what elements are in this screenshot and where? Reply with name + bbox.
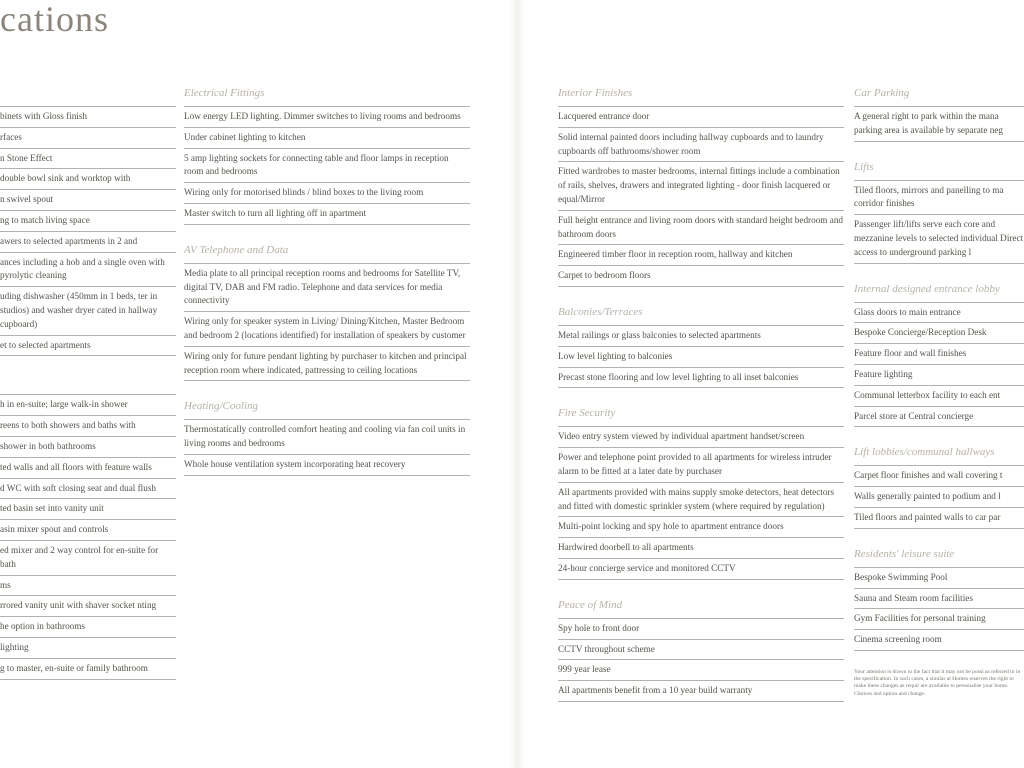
spec-item: Tiled floors and painted walls to car par	[854, 508, 1024, 529]
section-heading: Lift lobbies/communal hallways	[854, 446, 995, 459]
spec-list	[558, 426, 844, 579]
spec-item: n swivel spout	[0, 190, 176, 211]
spec-list	[854, 106, 1024, 142]
leisure-suite-section	[854, 547, 1024, 651]
column-3	[558, 86, 844, 720]
spec-list	[184, 419, 470, 475]
section-heading: Residents' leisure suite	[854, 547, 955, 560]
spec-item: Cinema screening room	[854, 630, 1024, 651]
spec-item: Wiring only for speaker system in Living/ Dining/Kitchen, Master Bedroom and bedroom 2 (locations identified) for installation of speakers by customer	[184, 312, 470, 347]
spec-item: Gym Facilities for personal training	[854, 609, 1024, 630]
spec-item: Spy hole to front door	[558, 619, 844, 640]
spec-list	[854, 465, 1024, 528]
spec-item: ed mixer and 2 way control for en-suite for bath	[0, 541, 176, 576]
spec-list	[0, 106, 176, 356]
spec-item: g to master, en-suite or family bathroom	[0, 659, 176, 680]
kitchen-section	[0, 106, 176, 356]
section-heading: Electrical Fittings	[184, 87, 265, 99]
spec-list	[184, 263, 470, 382]
column-2	[184, 86, 470, 494]
spec-item: Media plate to all principal reception rooms and bedrooms for Satellite TV, digital TV, DAB and FM radio. Telephone and data services for media connectivity	[184, 264, 470, 312]
spec-item: Communal letterbox facility to each ent	[854, 386, 1024, 407]
spec-item: Carpet to bedroom floors	[558, 266, 844, 287]
spec-item: Master switch to turn all lighting off in apartment	[184, 204, 470, 225]
lifts-section	[854, 160, 1024, 264]
section-heading: AV Telephone and Data	[184, 243, 289, 256]
spec-item: d WC with soft closing seat and dual flush	[0, 479, 176, 500]
spec-item: Passenger lift/lifts serve each core and mezzanine levels to selected individual Direct access to underground parking l	[854, 215, 1024, 263]
spec-list	[558, 325, 844, 388]
electrical-fittings-section	[184, 86, 470, 225]
page-spine	[510, 0, 524, 768]
spec-item: Sauna and Steam room facilities	[854, 589, 1024, 610]
spec-item: Feature floor and wall finishes	[854, 344, 1024, 365]
section-heading: Heating/Cooling	[184, 400, 258, 413]
spec-item: ted walls and all floors with feature walls	[0, 458, 176, 479]
spec-list	[854, 180, 1024, 264]
spec-item: ng to match living space	[0, 211, 176, 232]
spec-item: 999 year lease	[558, 660, 844, 681]
spec-item: Low energy LED lighting. Dimmer switches to living rooms and bedrooms	[184, 107, 470, 128]
bathroom-section	[0, 394, 176, 679]
spec-list	[854, 567, 1024, 651]
fire-security-section	[558, 406, 844, 579]
heating-cooling-section	[184, 399, 470, 475]
peace-of-mind-section	[558, 598, 844, 702]
spec-item: shower in both bathrooms	[0, 437, 176, 458]
spec-item: Multi-point locking and spy hole to apartment entrance doors	[558, 517, 844, 538]
av-telephone-data-section	[184, 243, 470, 382]
spec-item: Wiring only for motorised blinds / blind boxes to the living room	[184, 183, 470, 204]
spec-list	[854, 302, 1024, 428]
spec-item: Walls generally painted to podium and l	[854, 487, 1024, 508]
spec-item: Low level lighting to balconies	[558, 347, 844, 368]
spec-item: Under cabinet lighting to kitchen	[184, 128, 470, 149]
spec-item: ances including a hob and a single oven with pyrolytic cleaning	[0, 253, 176, 288]
spec-item: Precast stone flooring and low level lighting to all inset balconies	[558, 368, 844, 389]
spec-item: A general right to park within the mana parking area is available by separate neg	[854, 107, 1024, 142]
section-heading: Car Parking	[854, 87, 910, 99]
interior-finishes-section	[558, 86, 844, 287]
spec-item: All apartments benefit from a 10 year build warranty	[558, 681, 844, 702]
spec-list	[558, 618, 844, 702]
spec-item: Hardwired doorbell to all apartments	[558, 538, 844, 559]
spec-item: he option in bathrooms	[0, 617, 176, 638]
spec-item: Parcel store at Central concierge	[854, 407, 1024, 428]
spec-item: binets with Gloss finish	[0, 107, 176, 128]
spec-item: rfaces	[0, 128, 176, 149]
entrance-lobby-section	[854, 282, 1024, 428]
spec-item: Solid internal painted doors including hallway cupboards and to laundry cupboards off bathrooms/shower room	[558, 128, 844, 163]
section-heading: Balconies/Terraces	[558, 305, 643, 318]
spec-item: n Stone Effect	[0, 149, 176, 170]
spec-item: Full height entrance and living room doors with standard height bedroom and bathroom doors	[558, 211, 844, 246]
spec-item: Glass doors to main entrance	[854, 303, 1024, 324]
spec-item: 24-hour concierge service and monitored CCTV	[558, 559, 844, 580]
section-heading: Internal designed entrance lobby	[854, 282, 1000, 295]
spec-item: Whole house ventilation system incorporating heat recovery	[184, 455, 470, 476]
page-title: cations	[0, 0, 109, 39]
spec-item: 5 amp lighting sockets for connecting table and floor lamps in reception room and bedrooms	[184, 149, 470, 184]
spec-list	[0, 394, 176, 679]
section-heading: Interior Finishes	[558, 87, 633, 99]
spec-list	[184, 106, 470, 225]
spec-item: Bespoke Swimming Pool	[854, 568, 1024, 589]
spec-item: et to selected apartments	[0, 336, 176, 357]
lift-lobbies-section	[854, 445, 1024, 528]
car-parking-section	[854, 86, 1024, 142]
spec-item: ms	[0, 576, 176, 597]
spec-item: lighting	[0, 638, 176, 659]
spec-list	[558, 106, 844, 287]
spec-item: ted basin set into vanity unit	[0, 499, 176, 520]
column-1	[0, 106, 176, 698]
spec-item: All apartments provided with mains supply smoke detectors, heat detectors and fitted with domestic sprinkler system (where required by regulation)	[558, 483, 844, 518]
spec-item: Carpet floor finishes and wall covering t	[854, 466, 1024, 487]
spec-item: Lacquered entrance door	[558, 107, 844, 128]
disclaimer-note: Your attention is drawn to the fact that it may not be possi as referred to in the specification. In such cases, a similar al Homes reserves the right to make these changes as requir are available to personalise your home. Choices and option and change.	[854, 668, 1021, 697]
spec-item: double bowl sink and worktop with	[0, 169, 176, 190]
section-heading: Peace of Mind	[558, 598, 623, 611]
spec-item: rrored vanity unit with shaver socket nting	[0, 596, 176, 617]
spec-item: Tiled floors, mirrors and panelling to ma corridor finishes	[854, 181, 1024, 216]
balconies-terraces-section	[558, 305, 844, 388]
spec-item: uding dishwasher (450mm in 1 beds, ter in studios) and washer dryer cated in hallway cupboard)	[0, 287, 176, 335]
spec-item: Wiring only for future pendant lighting by purchaser to kitchen and principal reception room where indicated, pattressing to ceiling locations	[184, 347, 470, 382]
spec-item: reens to both showers and baths with	[0, 416, 176, 437]
spec-item: Metal railings or glass balconies to selected apartments	[558, 326, 844, 347]
section-heading: Lifts	[854, 160, 874, 173]
section-heading: Fire Security	[558, 407, 616, 420]
spec-item: Video entry system viewed by individual apartment handset/screen	[558, 427, 844, 448]
spec-item: Thermostatically controlled comfort heating and cooling via fan coil units in living rooms and bedrooms	[184, 420, 470, 455]
spec-item: Feature lighting	[854, 365, 1024, 386]
spec-item: Fitted wardrobes to master bedrooms, internal fittings include a combination of rails, shelves, drawers and integrated lighting - door finish lacquered or equal/Mirror	[558, 162, 844, 210]
spec-item: Power and telephone point provided to all apartments for wireless intruder alarm to be fitted at a later date by purchaser	[558, 448, 844, 483]
spec-item: asin mixer spout and controls	[0, 520, 176, 541]
column-4	[854, 86, 1024, 698]
spec-item: CCTV throughout scheme	[558, 640, 844, 661]
spec-item: Bespoke Concierge/Reception Desk	[854, 323, 1024, 344]
spec-item: Engineered timber floor in reception room, hallway and kitchen	[558, 245, 844, 266]
spec-item: h in en-suite; large walk-in shower	[0, 395, 176, 416]
spec-item: awers to selected apartments in 2 and	[0, 232, 176, 253]
